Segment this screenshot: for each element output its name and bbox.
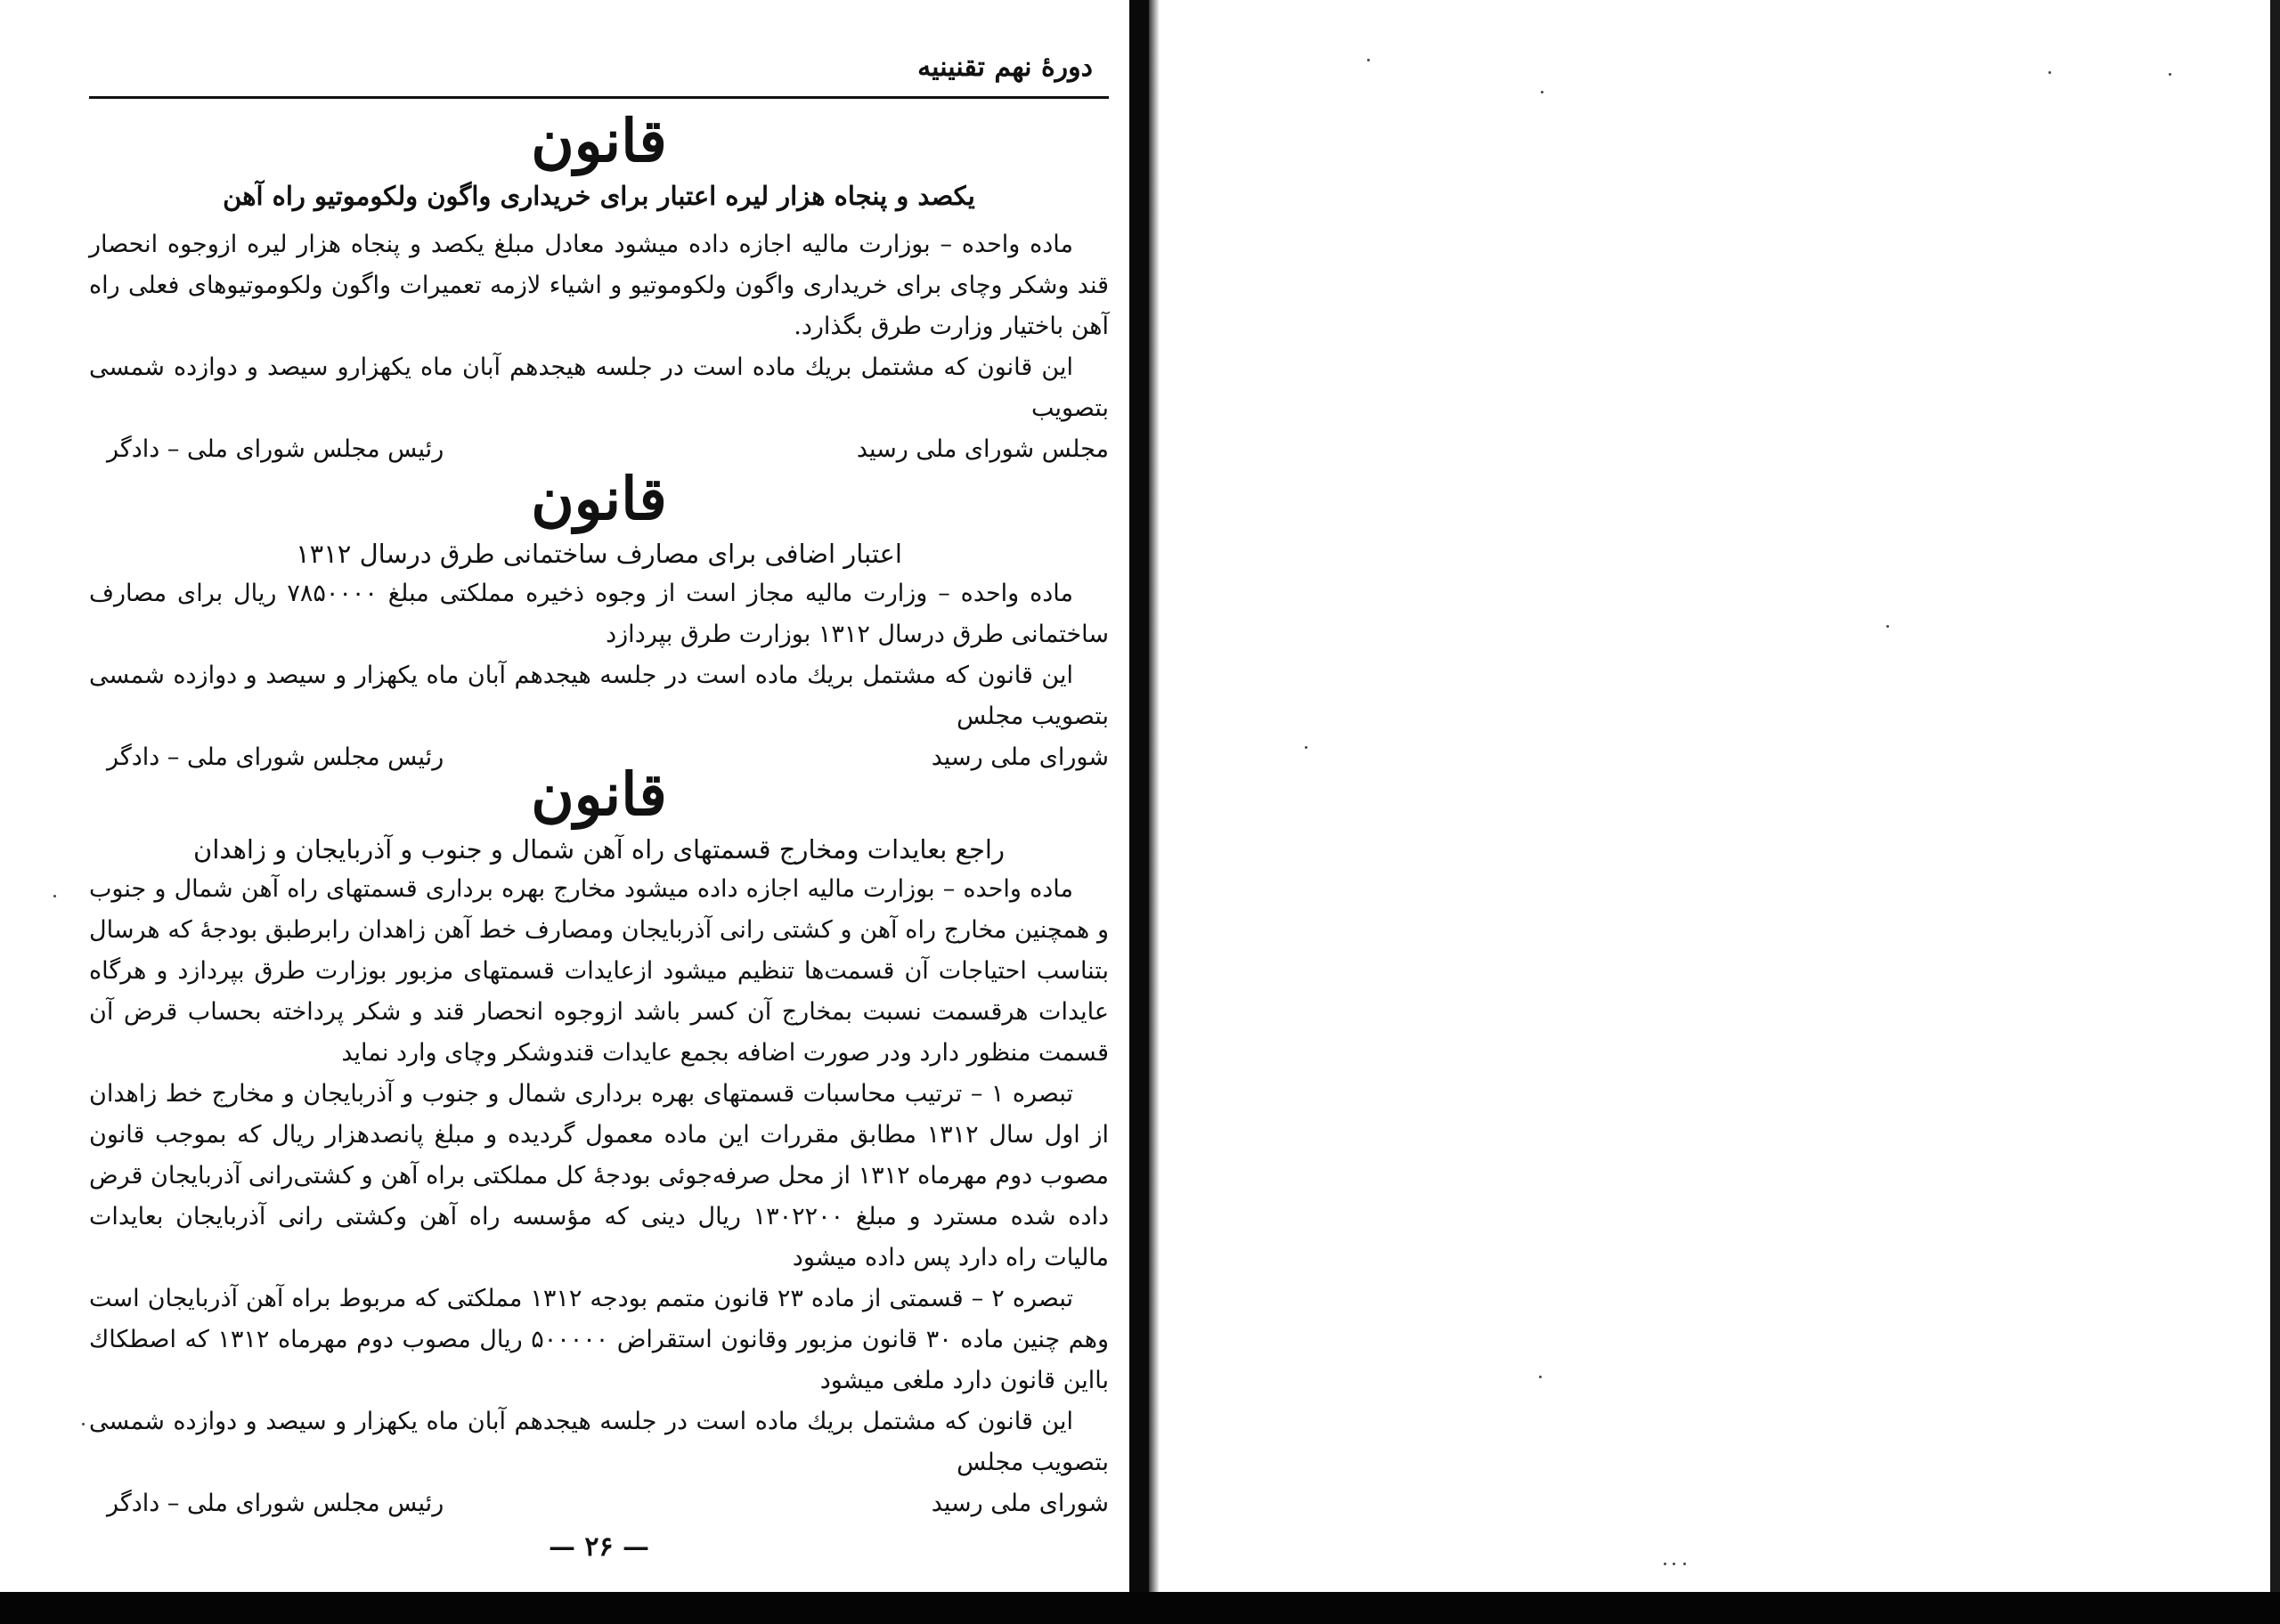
scan-speck (1886, 625, 1889, 628)
law-heading: قانون (531, 464, 667, 533)
enactment-tail: شورای ملی رسید (931, 1490, 1109, 1517)
left-page (89, 27, 1109, 1567)
enactment-paragraph: این قانون که مشتمل بریك ماده است در جلسه هیجدهم آبان ماه یکهزار و سیصد و دوازده شمسی بتصویب مجلس (89, 1408, 1109, 1476)
running-head (89, 43, 1109, 99)
scan-bottom-edge (0, 1592, 2280, 1624)
enactment-tail: مجلس شورای ملی رسید (856, 435, 1109, 463)
law-heading: قانون (531, 759, 667, 829)
law-subheading: یکصد و پنجاه هزار لیره اعتبار برای خریداری واگون ولکوموتیو راه آهن (223, 181, 975, 211)
signatory: رئیس مجلس شورای ملی – دادگر (107, 743, 444, 771)
book-gutter (1129, 0, 1149, 1603)
scan-speck (1367, 59, 1370, 61)
gutter-shadow (1149, 0, 1160, 1594)
article-paragraph: ماده واحده – بوزارت مالیه اجازه داده میشود مخارج بهره برداری قسمتهای راه آهن شمال و جنوب و همچنین مخارج راه آهن و کشتی رانی آذربایجان ومصارف خط آهن زاهدان رابرطبق بودجهٔ که هرسال بتناسب احتیاجات آن قسمت‌ها تنظیم میشود ازعایدات قسمتهای مزبور بوزارت طرق بپردازد و هرگاه عایدات هرقسمت نسبت بمخارج آن کسر باشد ازوجوه انحصار قند و شکر پرداخته بحساب قرض آن قسمت منظور دارد ودر صورت اضافه بجمع عایدات قندوشکر وچای وارد نماید (89, 875, 1109, 1067)
scan-speck (1305, 746, 1307, 749)
law-subheading: راجع بعایدات ومخارج قسمتهای راه آهن شمال و جنوب و آذربایجان و زاهدان (193, 834, 1005, 865)
enactment-tail: شورای ملی رسید (931, 743, 1109, 771)
scan-speck (53, 895, 56, 897)
scan-speck (82, 1423, 85, 1425)
page-number: — ۲۶ — (548, 1531, 650, 1563)
law-subheading: اعتبار اضافی برای مصارف ساختمانی طرق درسال ۱۳۱۲ (296, 539, 902, 569)
running-head-text: دورهٔ نهم تقنینیه (917, 52, 1093, 83)
signatory: رئیس مجلس شورای ملی – دادگر (107, 1490, 444, 1517)
law-section-1 (89, 105, 1109, 470)
enactment-paragraph: این قانون که مشتمل بریك ماده است در جلسه هیجدهم آبان ماه یکهزارو سیصد و دوازده شمسی بتصویب (89, 353, 1109, 422)
article-paragraph: ماده واحده – بوزارت مالیه اجازه داده میشود معادل مبلغ یکصد و پنجاه هزار لیره ازوجوه انحصار قند وشکر وچای برای خریداری واگون ولکوموتیو و اشیاء لازمه تعمیرات واگون ولکوموتیوهای فعلی راه آهن باختیار وزارت طرق بگذارد. (89, 231, 1109, 340)
law-section-2 (89, 463, 1109, 778)
scan-speck (1539, 1376, 1542, 1378)
scan-speck (1541, 91, 1543, 93)
note-paragraph-2: تبصره ۲ – قسمتی از ماده ۲۳ قانون متمم بودجه ۱۳۱۲ مملکتی که مربوط براه آهن آذربایجان است وهم چنین ماده ۳۰ قانون مزبور وقانون استقراض ۵۰۰۰۰۰ ریال مصوب دوم مهرماه ۱۳۱۲ که اصطکاك بااین قانون دارد ملغی میشود (89, 1285, 1110, 1394)
scan-speck (2048, 71, 2051, 74)
signatory: رئیس مجلس شورای ملی – دادگر (107, 435, 444, 463)
scan-right-edge (2270, 0, 2280, 1603)
scan-speck (2169, 73, 2171, 76)
law-section-3 (89, 759, 1109, 1524)
scan-speck (1664, 1563, 1666, 1565)
law-heading: قانون (531, 106, 667, 175)
scan-speck (1673, 1563, 1675, 1565)
note-paragraph-1: تبصره ۱ – ترتیب محاسبات قسمتهای بهره برداری شمال و جنوب و آذربایجان و مخارج خط زاهدان از اول سال ۱۳۱۲ مطابق مقررات این ماده معمول گردیده و مبلغ پانصدهزار ریال که بموجب قانون مصوب دوم مهرماه ۱۳۱۲ از محل صرفه‌جوئی بودجهٔ کل مملکتی براه آهن و کشتی‌رانی آذربایجان قرض داده شده مسترد و مبلغ ۱۳۰۲۲۰۰ ریال دینی که مؤسسه راه آهن وکشتی رانی آذربایجان بعایدات مالیات راه دارد پس داده میشود (89, 1080, 1110, 1271)
enactment-paragraph: این قانون که مشتمل بریك ماده است در جلسه هیجدهم آبان ماه یکهزار و سیصد و دوازده شمسی بتصویب مجلس (89, 662, 1109, 730)
signature-line (89, 1483, 1109, 1524)
scan-speck (1683, 1563, 1686, 1565)
article-paragraph: ماده واحده – وزارت مالیه مجاز است از وجوه ذخیره مملکتی مبلغ ۷۸۵۰۰۰۰ ریال برای مصارف ساختمانی طرق درسال ۱۳۱۲ بوزارت طرق بپردازد (89, 580, 1109, 648)
